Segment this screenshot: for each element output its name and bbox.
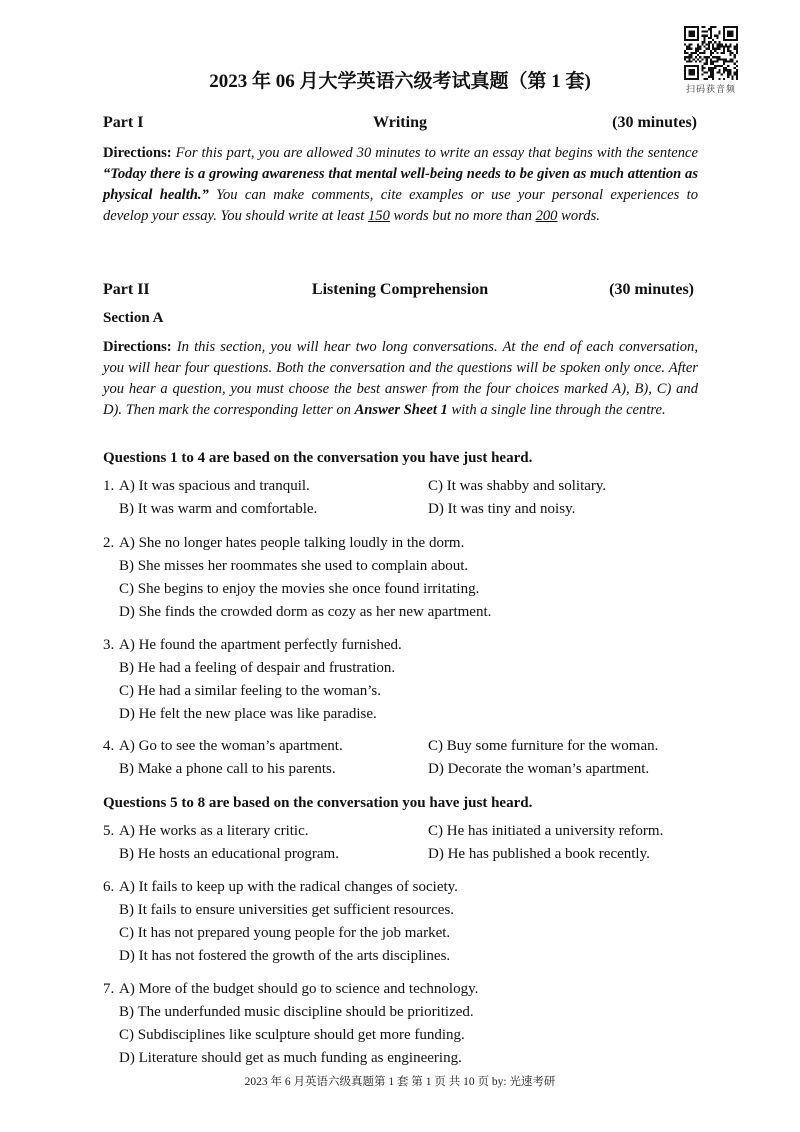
option-a: A) He found the apartment perfectly furnished. <box>119 637 402 653</box>
option-a: A) Go to see the woman’s apartment. <box>119 738 343 754</box>
option-c: C) Subdisciplines like sculpture should get more funding. <box>119 1027 465 1043</box>
question-number: 7. <box>103 981 115 997</box>
option-b: B) He hosts an educational program. <box>119 846 339 862</box>
option-b: B) Make a phone call to his parents. <box>119 761 336 777</box>
option-c: C) Buy some furniture for the woman. <box>428 738 659 754</box>
question-7 <box>103 978 703 1070</box>
section-a-heading: Section A <box>103 310 164 326</box>
option-d: D) It was tiny and noisy. <box>428 501 576 517</box>
part1-name: Part I <box>103 114 144 131</box>
question-number: 1. <box>103 478 115 494</box>
question-6 <box>103 876 703 968</box>
option-c: C) She begins to enjoy the movies she once found irritating. <box>119 581 480 597</box>
max-words: 200 <box>535 208 558 224</box>
directions-label: Directions: <box>103 339 172 355</box>
option-d: D) She finds the crowded dorm as cozy as her new apartment. <box>119 604 492 620</box>
essay-prompt: “Today there is a growing awareness that mental well-being needs to be given as much attention as physical health.” <box>103 166 698 203</box>
part2-name: Part II <box>103 281 150 298</box>
option-c: C) It has not prepared young people for the job market. <box>119 925 451 941</box>
question-number: 2. <box>103 535 115 551</box>
option-a: A) It was spacious and tranquil. <box>119 478 310 494</box>
option-c: C) He had a similar feeling to the woman’s. <box>119 683 382 699</box>
option-d: D) He has published a book recently. <box>428 846 650 862</box>
question-number: 6. <box>103 879 115 895</box>
question-group-1-heading: Questions 1 to 4 are based on the conversation you have just heard. <box>103 450 533 466</box>
option-b: B) She misses her roommates she used to complain about. <box>119 558 469 574</box>
question-3 <box>103 634 703 726</box>
option-b: B) The underfunded music discipline should be prioritized. <box>119 1004 474 1020</box>
directions-text: words but no more than <box>389 208 536 224</box>
question-number: 3. <box>103 637 115 653</box>
min-words: 150 <box>367 208 390 224</box>
directions-text: words. <box>557 208 600 224</box>
option-d: D) He felt the new place was like paradise. <box>119 706 377 722</box>
part1-title: Writing <box>373 114 427 131</box>
qr-caption: 扫码获音频 <box>685 85 736 95</box>
option-b: B) It fails to ensure universities get sufficient resources. <box>119 902 455 918</box>
part2-time: (30 minutes) <box>609 281 694 298</box>
part2-directions <box>103 337 698 421</box>
question-5 <box>103 820 703 866</box>
directions-text: For this part, you are allowed 30 minutes to write an essay that begins with the sentence <box>171 145 698 161</box>
directions-text: You can make comments, cite examples or use your personal experiences to develop your essay. You should write at least <box>103 187 698 224</box>
option-a: A) He works as a literary critic. <box>119 823 309 839</box>
question-4 <box>103 735 703 781</box>
option-b: B) It was warm and comfortable. <box>119 501 318 517</box>
part1-time: (30 minutes) <box>612 114 697 131</box>
page-footer: 2023 年 6 月英语六级真题第 1 套 第 1 页 共 10 页 by: 光速考研 <box>244 1076 556 1088</box>
question-2 <box>103 532 703 624</box>
option-a: A) She no longer hates people talking loudly in the dorm. <box>119 535 465 551</box>
answer-sheet-ref: Answer Sheet 1 <box>354 402 448 418</box>
part1-directions <box>103 143 698 227</box>
page-title: 2023 年 06 月大学英语六级考试真题（第 1 套) <box>209 71 591 92</box>
option-d: D) Literature should get as much funding as engineering. <box>119 1050 462 1066</box>
question-number: 5. <box>103 823 115 839</box>
question-1 <box>103 475 703 521</box>
option-a: A) It fails to keep up with the radical changes of society. <box>119 879 458 895</box>
directions-label: Directions: <box>103 145 172 161</box>
option-b: B) He had a feeling of despair and frustration. <box>119 660 396 676</box>
question-group-2-heading: Questions 5 to 8 are based on the conversation you have just heard. <box>103 795 533 811</box>
directions-text: with a single line through the centre. <box>447 402 666 418</box>
option-a: A) More of the budget should go to science and technology. <box>119 981 479 997</box>
part2-title: Listening Comprehension <box>311 281 489 298</box>
directions-text: In this section, you will hear two long conversations. At the end of each conversation, you will hear four questions. Both the conversation and the questions will be spoken only once. After you hear a question, you must choose the best answer from the four choices marked A), B), C) and D). Then mark the corresponding letter on <box>103 339 698 418</box>
question-number: 4. <box>103 738 115 754</box>
option-d: D) It has not fostered the growth of the arts disciplines. <box>119 948 451 964</box>
option-c: C) It was shabby and solitary. <box>428 478 607 494</box>
option-d: D) Decorate the woman’s apartment. <box>428 761 650 777</box>
option-c: C) He has initiated a university reform. <box>428 823 664 839</box>
